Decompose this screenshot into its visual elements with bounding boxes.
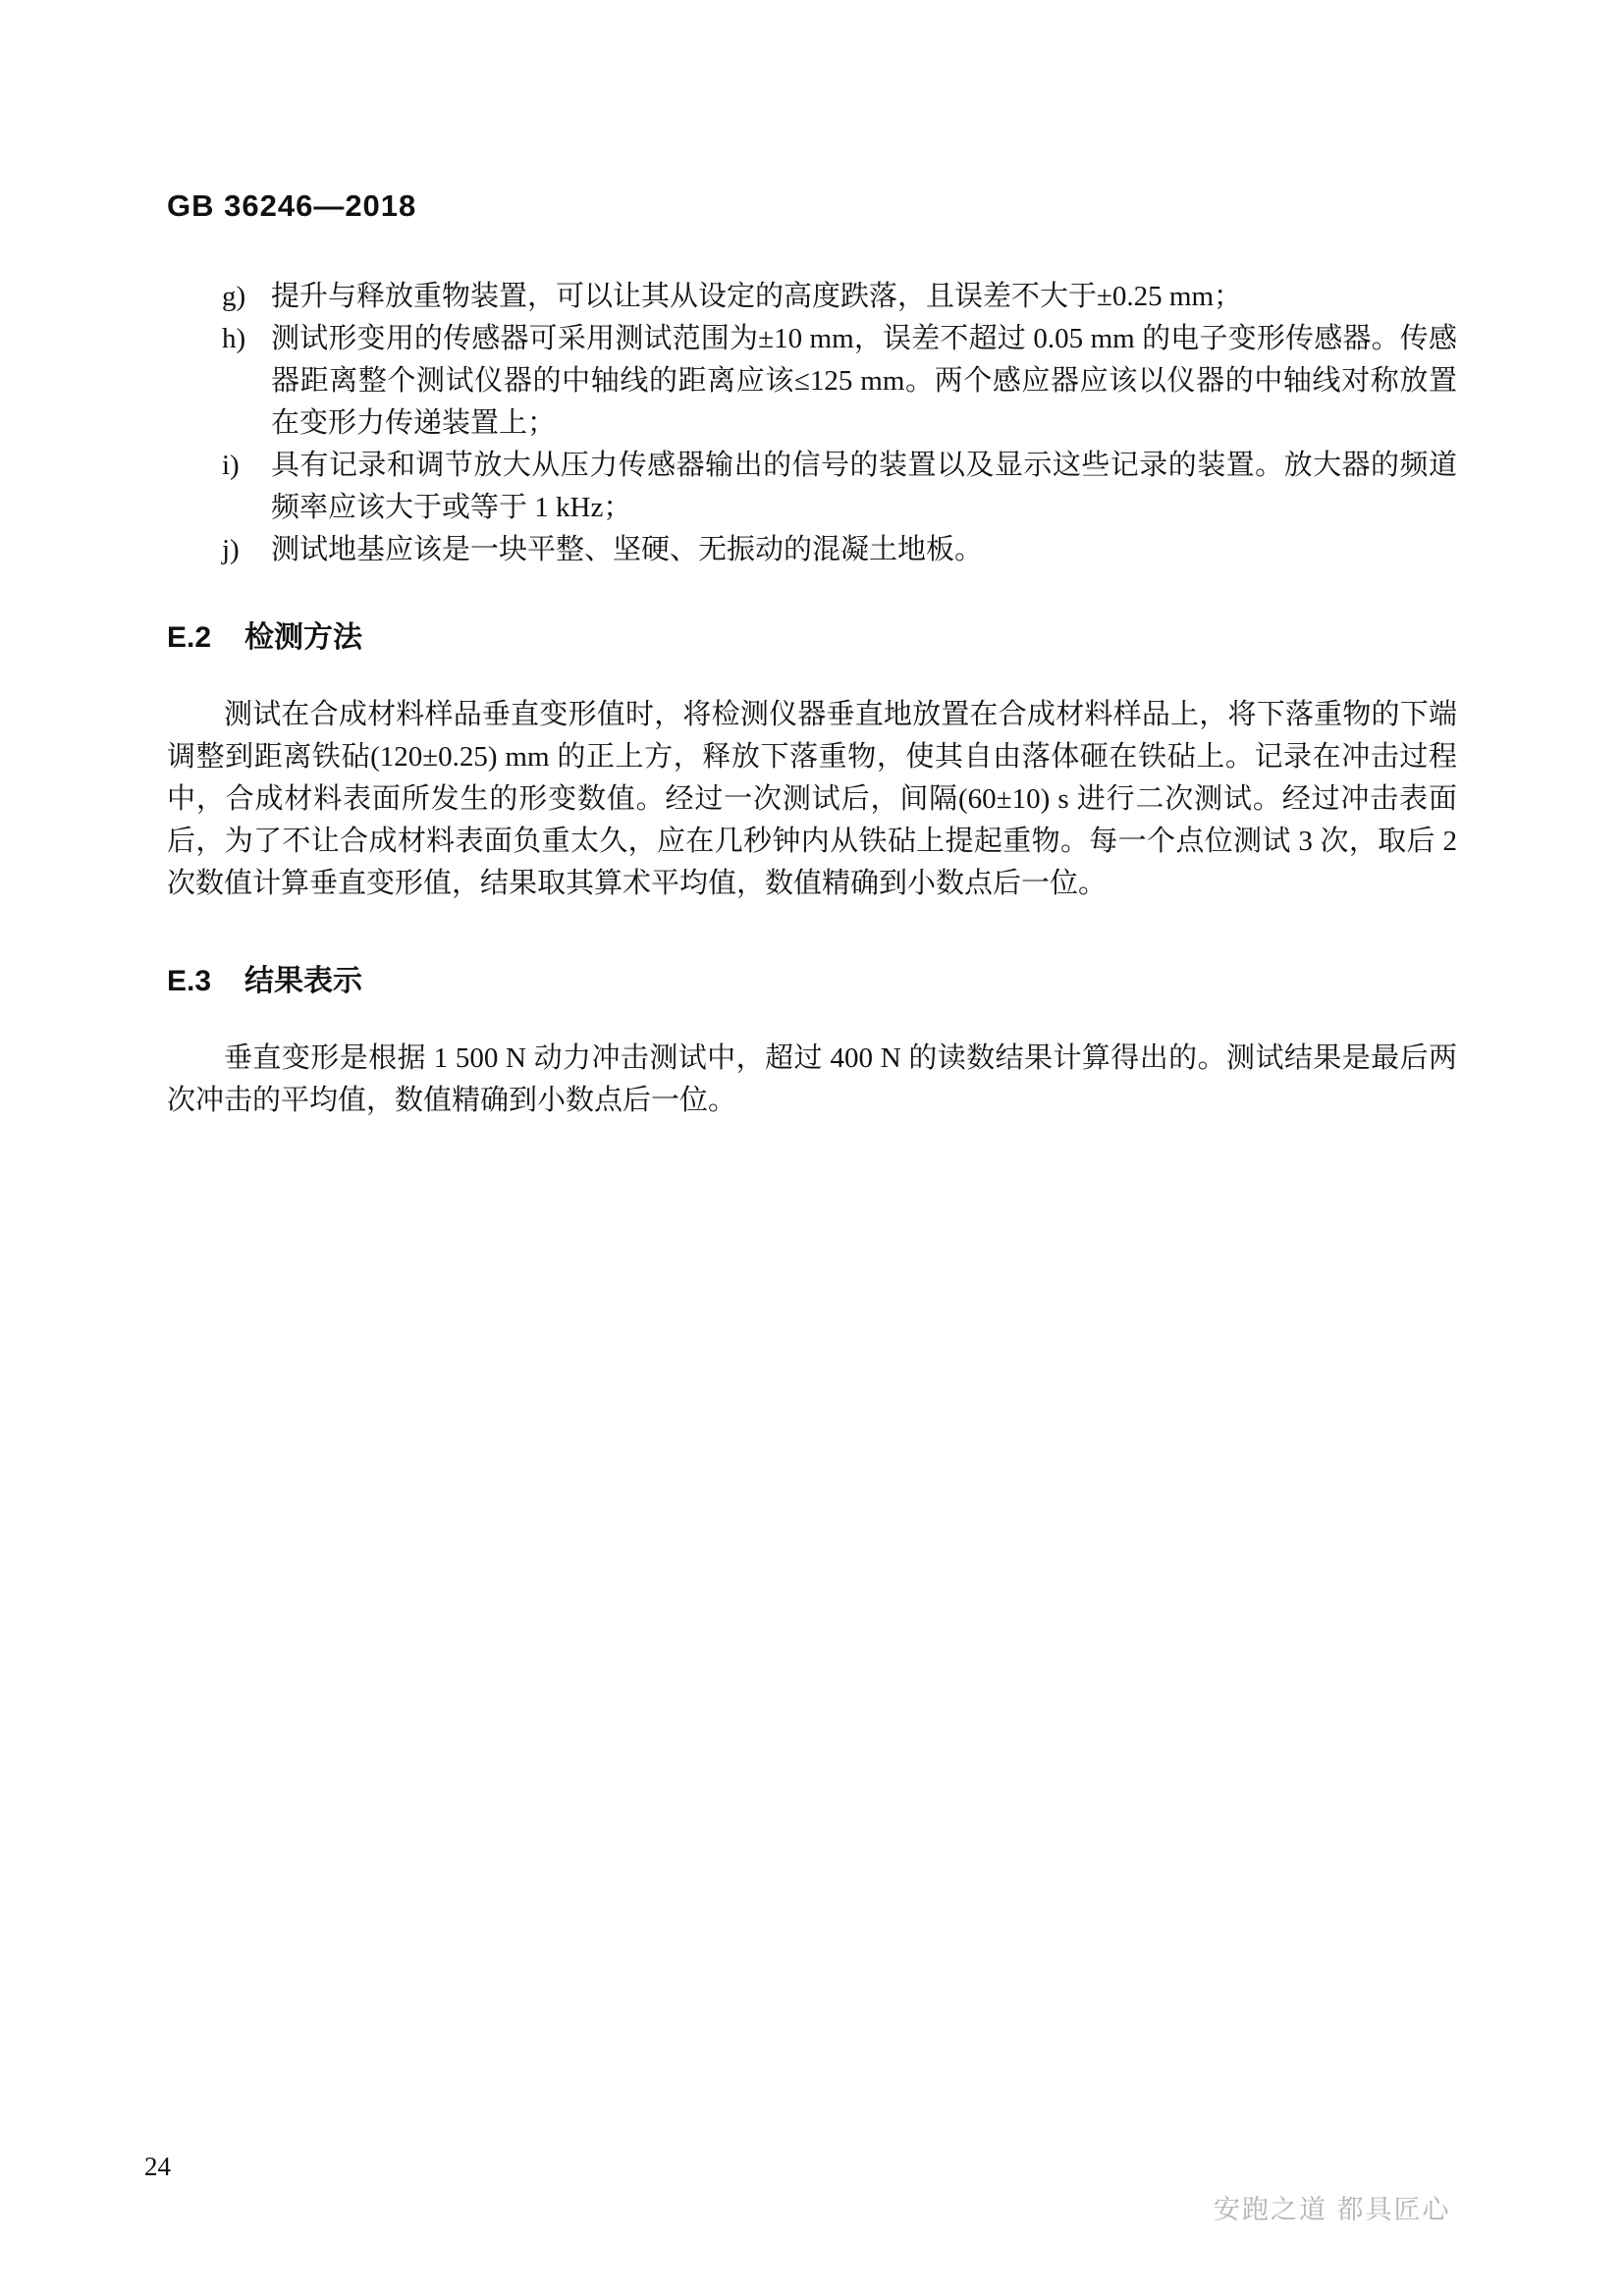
annex-requirement-list — [167, 276, 1457, 571]
watermark-text: 安跑之道 都具匠心 — [1214, 2195, 1451, 2224]
page-number: 24 — [144, 2152, 171, 2181]
section-paragraph: 测试在合成材料样品垂直变形值时，将检测仪器垂直地放置在合成材料样品上，将下落重物的下端调整到距离铁砧(120±0.25) mm 的正上方，释放下落重物，使其自由落体砸在铁砧上。记录在冲击过程中，合成材料表面所发生的形变数值。经过一次测试后，间隔(60±10) s 进行二次测试。经过冲击表面后，为了不让合成材料表面负重太久，应在几秒钟内从铁砧上提起重物。每一个点位测试 3 次，取后 2 次数值计算垂直变形值，结果取其算术平均值，数值精确到小数点后一位。 — [167, 699, 1457, 899]
list-item — [167, 445, 1457, 529]
list-item-label: j) — [222, 534, 240, 565]
list-item-label: g) — [222, 281, 246, 312]
list-item — [167, 276, 1457, 318]
section-title: 检测方法 — [244, 621, 363, 654]
section-number: E.2 — [167, 621, 212, 654]
list-item-label: i) — [222, 450, 240, 481]
section-heading — [167, 960, 1457, 1002]
section-heading — [167, 616, 1457, 659]
list-item-text: 测试形变用的传感器可采用测试范围为±10 mm，误差不超过 0.05 mm 的电子变形传感器。传感器距离整个测试仪器的中轴线的距离应该≤125 mm。两个感应器应该以仪器的中轴线对称放置在变形力传递装置上； — [271, 323, 1457, 439]
list-item — [167, 529, 1457, 571]
section-number: E.3 — [167, 965, 212, 997]
page-content — [167, 185, 1457, 1122]
standard-number-header: GB 36246—2018 — [167, 188, 417, 223]
list-item-label: h) — [222, 323, 246, 354]
section-title: 结果表示 — [244, 965, 363, 997]
section-e3 — [167, 960, 1457, 1122]
list-item-text: 具有记录和调节放大从压力传感器输出的信号的装置以及显示这些记录的装置。放大器的频道频率应该大于或等于 1 kHz； — [271, 450, 1457, 523]
list-item-text: 测试地基应该是一块平整、坚硬、无振动的混凝土地板。 — [271, 534, 984, 565]
section-paragraph: 垂直变形是根据 1 500 N 动力冲击测试中，超过 400 N 的读数结果计算得出的。测试结果是最后两次冲击的平均值，数值精确到小数点后一位。 — [167, 1042, 1457, 1116]
list-item-text: 提升与释放重物装置，可以让其从设定的高度跌落，且误差不大于±0.25 mm； — [271, 281, 1243, 312]
list-item — [167, 318, 1457, 445]
section-e2 — [167, 616, 1457, 905]
